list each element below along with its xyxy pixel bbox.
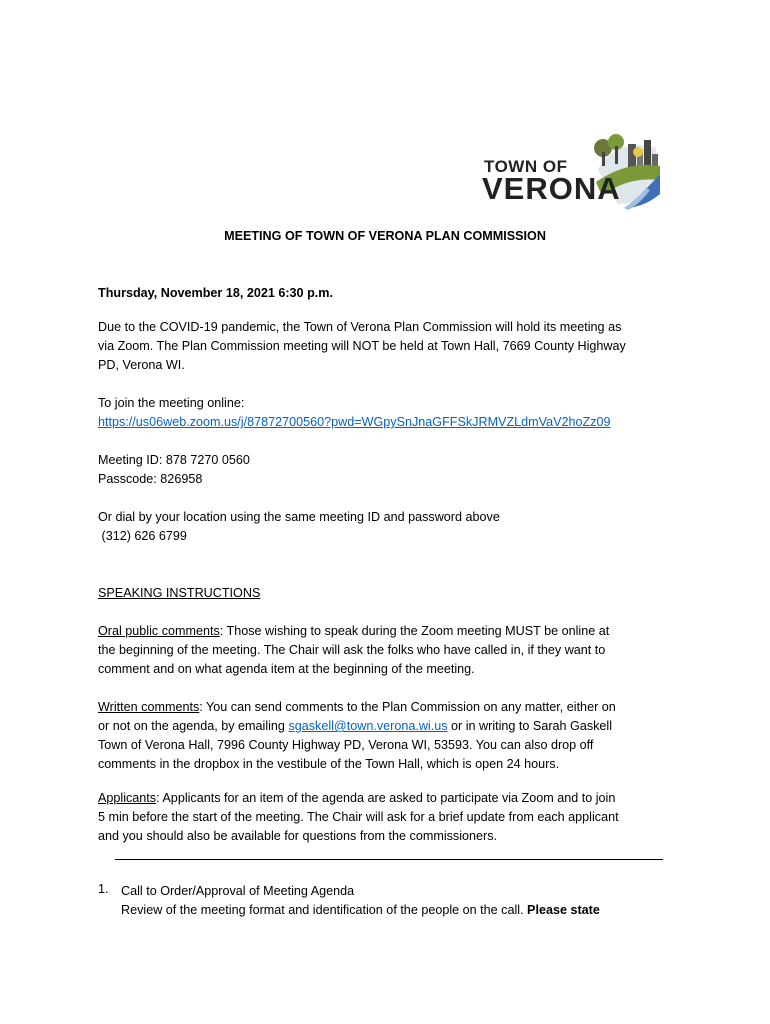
- agenda-item-description: Review of the meeting format and identification of the people on the call.: [121, 903, 528, 917]
- oral-comments: [98, 622, 688, 679]
- applicants-line: and you should also be available for questions from the commissioners.: [98, 829, 498, 843]
- logo-text-town-of: TOWN OF: [484, 157, 568, 176]
- oral-comments-line: the beginning of the meeting. The Chair will ask the folks who have called in, if they want to: [98, 643, 606, 657]
- document-title: MEETING OF TOWN OF VERONA PLAN COMMISSION: [224, 229, 546, 243]
- written-comments-label: Written comments: [98, 700, 200, 714]
- agenda-item-1: [121, 882, 681, 920]
- covid-notice-line: via Zoom. The Plan Commission meeting will NOT be held at Town Hall, 7669 County Highway: [98, 339, 626, 353]
- written-comments-line: comments in the dropbox in the vestibule of the Town Hall, which is open 24 hours.: [98, 757, 560, 771]
- section-divider: [115, 859, 663, 860]
- logo-text-verona: VERONA: [482, 171, 621, 206]
- covid-notice-line: Due to the COVID-19 pandemic, the Town of Verona Plan Commission will hold its meeting as: [98, 320, 622, 334]
- agenda-item-number: 1.: [98, 882, 109, 896]
- dial-phone: (312) 626 6799: [98, 529, 187, 543]
- applicants-text: : Applicants for an item of the agenda are asked to participate via Zoom and to join: [156, 791, 616, 805]
- oral-comments-label: Oral public comments: [98, 624, 220, 638]
- join-label: To join the meeting online:: [98, 396, 245, 410]
- meeting-id: Meeting ID: 878 7270 0560: [98, 453, 250, 467]
- join-section: [98, 394, 688, 432]
- written-comments-line: or not on the agenda, by emailing: [98, 719, 289, 733]
- agenda-item-title: Call to Order/Approval of Meeting Agenda: [121, 884, 355, 898]
- oral-comments-line: comment and on what agenda item at the beginning of the meeting.: [98, 662, 475, 676]
- oral-comments-text: : Those wishing to speak during the Zoom meeting MUST be online at: [219, 624, 610, 638]
- applicants-label: Applicants: [98, 791, 157, 805]
- town-logo: [478, 130, 663, 210]
- written-comments-line: or in writing to Sarah Gaskell: [447, 719, 613, 733]
- dial-section: [98, 508, 688, 546]
- speaking-heading: [98, 584, 688, 603]
- written-comments-text: : You can send comments to the Plan Commission on any matter, either on: [199, 700, 616, 714]
- applicants-line: 5 min before the start of the meeting. The Chair will ask for a brief update from each applicant: [98, 810, 619, 824]
- zoom-link[interactable]: https://us06web.zoom.us/j/87872700560?pwd=WGpySnJnaGFFSkJRMVZLdmVaV2hoZz09: [98, 415, 611, 429]
- applicants-section: [98, 789, 688, 846]
- passcode: Passcode: 826958: [98, 472, 203, 486]
- speaking-heading-text: SPEAKING INSTRUCTIONS: [98, 586, 261, 600]
- dial-instructions: Or dial by your location using the same meeting ID and password above: [98, 510, 500, 524]
- meeting-credentials: [98, 451, 688, 489]
- written-comments-line: Town of Verona Hall, 7996 County Highway PD, Verona WI, 53593. You can also drop off: [98, 738, 594, 752]
- meeting-date: Thursday, November 18, 2021 6:30 p.m.: [98, 286, 333, 300]
- covid-notice: [98, 318, 688, 375]
- email-link[interactable]: sgaskell@town.verona.wi.us: [288, 719, 448, 733]
- covid-notice-line: PD, Verona WI.: [98, 358, 185, 372]
- written-comments: [98, 698, 688, 774]
- agenda-item-emphasis: Please state: [527, 903, 600, 917]
